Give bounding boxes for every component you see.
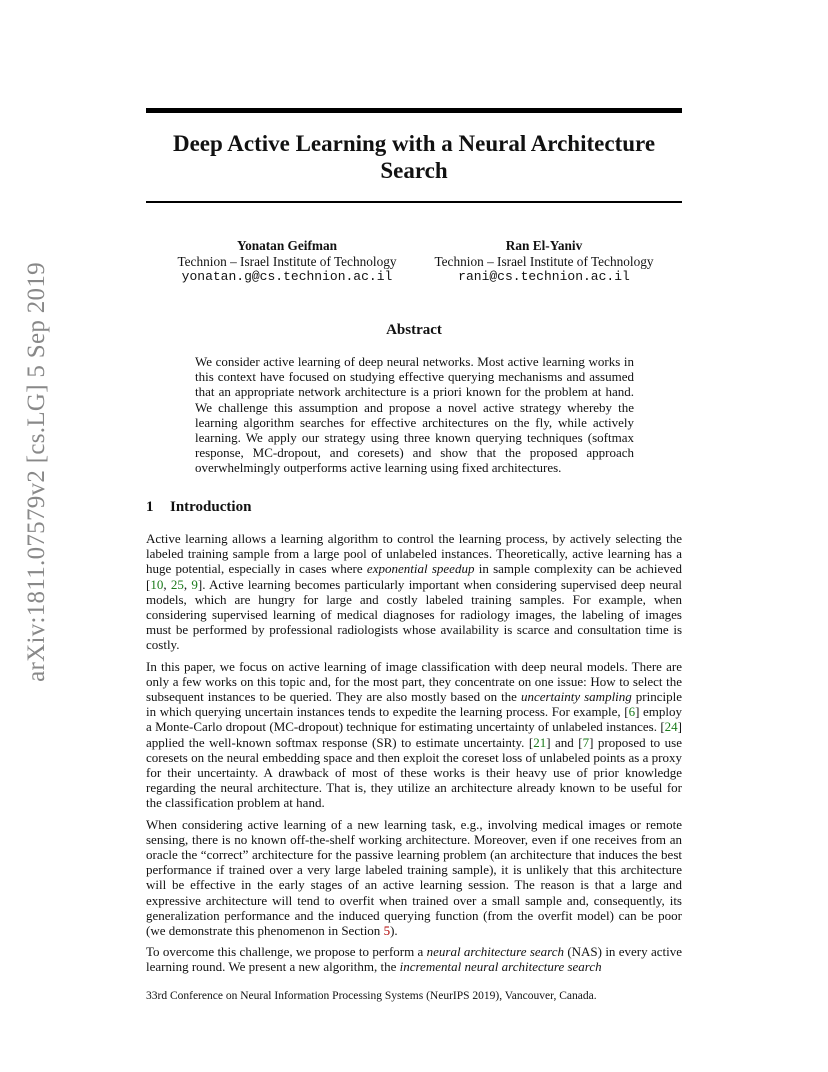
text-run: , [183,576,192,592]
text-run: principle in which querying uncertain instances tends to expedite the learning process. For example, [ [146,689,682,720]
text-run: ] employ a Monte-Carlo dropout (MC-dropout) technique for estimating uncertainty of unlabeled instances. [ [146,704,682,735]
arxiv-identifier: arXiv:1811.07579v2 [cs.LG] 5 Sep 2019 [23,262,50,682]
section-title: Introduction [170,499,252,515]
text-run: ] proposed to use coresets on the neural embedding space and then exploit the coreset loss of unlabeled points as a proxy for their uncertainty. A drawback of most of these works is their heavy use of prior knowledge regarding the neural architecture. That is, they utilize an architecture already known to be useful for the classification problem at hand. [146,734,682,811]
text-run: When considering active learning of a new learning task, e.g., involving medical images or remote sensing, there is no known off-the-shelf working architecture. Moreover, even if one receives from an oracle the “correct” architecture for the passive learning problem (an architecture that induces the best performance if trained over a very large labeled training sample), it is unlikely that this architecture will be effective in the early stages of an active learning session. The reason is that a large and expressive architecture will tend to overfit when trained over a small sample and, consequently, its generalization performance and the induced querying function (from the overfit model) can be poor (we demonstrate this phenomenon in Section [146,816,682,939]
text-run: in sample complexity can be achieved [ [146,561,683,592]
author-affiliation: Technion – Israel Institute of Technology [177,253,397,269]
introduction-body [146,531,682,981]
emphasis-text: incremental neural architecture search [399,959,602,975]
section-number: 1 [146,499,154,515]
citation-link[interactable]: 9 [191,576,198,592]
emphasis-text: uncertainty sampling [520,689,632,705]
paragraph [146,944,682,974]
section-heading [146,499,251,516]
emphasis-text: exponential speedup [366,561,475,577]
conference-footnote: 33rd Conference on Neural Information Processing Systems (NeurIPS 2019), Vancouver, Canada. [146,990,597,1002]
text-run: (NAS) in every active learning round. We present a new algorithm, the [146,944,682,975]
text-run: ] and [ [546,734,583,750]
author-affiliation: Technion – Israel Institute of Technology [434,253,654,269]
citation-link[interactable]: 25 [170,576,184,592]
citation-link[interactable]: 6 [628,704,636,720]
citation-link[interactable]: 10 [150,576,164,592]
author-name: Yonatan Geifman [236,238,338,253]
abstract-text: We consider active learning of deep neural networks. Most active learning works in this context have focused on studying effective querying mechanisms and assumed that an appropriate network architecture is a priori known for the problem at hand. We challenge this assumption and propose a novel active strategy whereby the learning algorithm searches for effective architectures on the fly, while actively learning. We apply our strategy using three known querying techniques (softmax response, MC-dropout, and coresets) and show that the proposed approach overwhelmingly outperforms active learning using fixed architectures. [195,354,634,476]
text-run: In this paper, we focus on active learning of image classification with deep neural models. There are only a few works on this topic and, for the most part, they concentrate on one issue: How to select the subsequent instances to be queried. They are also mostly based on the [146,658,682,705]
text-run: ]. Active learning becomes particularly important when considering supervised deep neural models, which are hungry for large and costly labeled training samples. For example, when considering supervised learning of medical diagnoses for radiology images, the labeling of images must be performed by professional radiologists whose availability is scarce and consultation time is costly. [146,576,682,653]
text-run: ] applied the well-known softmax response (SR) to estimate uncertainty. [ [146,719,682,750]
section-link[interactable]: 5 [383,923,391,939]
citation-link[interactable]: 21 [533,734,547,750]
title-bottom-rule [146,201,682,203]
author-email[interactable]: yonatan.g@cs.technion.ac.il [181,269,393,284]
title-top-rule [146,108,682,113]
text-run: , [163,576,171,592]
author-2 [429,238,659,285]
paper-title: Deep Active Learning with a Neural Architecture Search [172,131,656,183]
emphasis-text: neural architecture search [426,944,564,960]
abstract-heading: Abstract [386,322,442,338]
paragraph [146,817,682,939]
paragraph [146,531,682,653]
text-run: ). [390,923,398,939]
paragraph [146,659,682,811]
author-name: Ran El-Yaniv [505,238,583,253]
citation-link[interactable]: 24 [664,719,678,735]
text-run: To overcome this challenge, we propose to perform a [146,944,427,960]
author-1 [172,238,402,285]
author-email[interactable]: rani@cs.technion.ac.il [458,269,630,284]
citation-link[interactable]: 7 [582,734,590,750]
text-run: Active learning allows a learning algorithm to control the learning process, by actively selecting the labeled training sample from a large pool of unlabeled instances. Theoretically, active learning has a huge potential, especially in cases where [146,531,682,577]
